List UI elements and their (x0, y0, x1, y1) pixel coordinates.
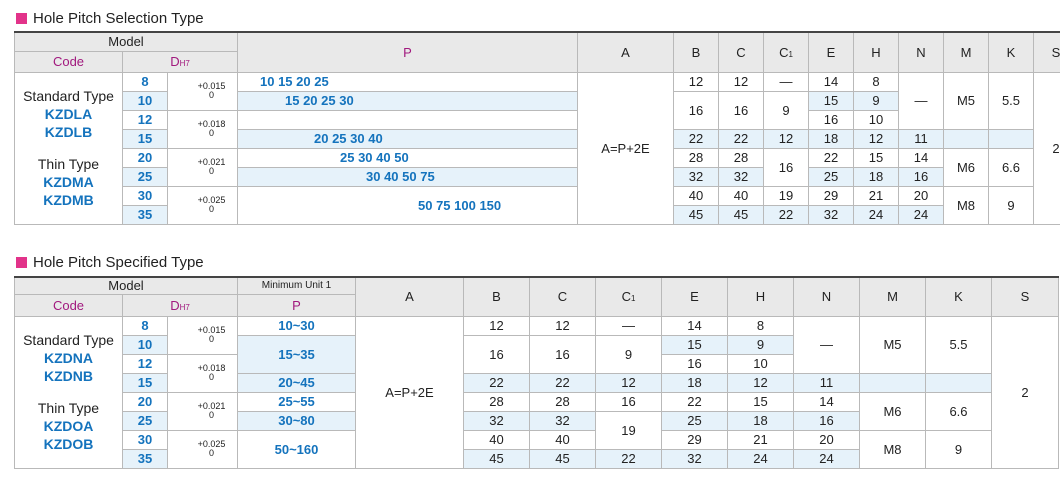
d-value: 12 (123, 110, 168, 129)
tolerance: +0.015 0 (168, 316, 238, 354)
col-c-header: C (530, 277, 596, 316)
d-value: 20 (123, 148, 168, 167)
k-value: 6.6 (926, 392, 992, 430)
model-header: Model (15, 277, 238, 294)
col-m-header: M (944, 32, 989, 72)
n-value: — (899, 72, 944, 129)
h-value: 21 (854, 186, 899, 205)
e-value: 16 (809, 110, 854, 129)
b-value: 16 (674, 91, 719, 129)
c1-value: 19 (764, 186, 809, 205)
tolerance: +0.015 0 (168, 72, 238, 110)
h-value: 12 (728, 373, 794, 392)
n-value: 11 (794, 373, 860, 392)
d-value: 8 (123, 316, 168, 335)
h-value: 21 (728, 430, 794, 449)
col-s-header: S (1034, 32, 1060, 72)
col-a-header: A (578, 32, 674, 72)
b-value: 45 (464, 449, 530, 468)
n-value: 11 (899, 129, 944, 148)
bullet-square-icon (16, 13, 27, 24)
col-c1-header: C1 (764, 32, 809, 72)
col-c-header: C (719, 32, 764, 72)
m-value (860, 373, 926, 392)
thin-code-2: KZDOB (43, 436, 94, 452)
e-value: 25 (662, 411, 728, 430)
c-value: 40 (719, 186, 764, 205)
n-value: 24 (794, 449, 860, 468)
m-value: M6 (944, 148, 989, 186)
h-value: 15 (854, 148, 899, 167)
c-value: 40 (530, 430, 596, 449)
c1-value: 12 (596, 373, 662, 392)
e-value: 14 (662, 316, 728, 335)
std-code-2: KZDLB (44, 124, 93, 140)
tolerance: +0.021 0 (168, 392, 238, 430)
d-value: 12 (123, 354, 168, 373)
h-value: 18 (728, 411, 794, 430)
e-value: 18 (809, 129, 854, 148)
d-value: 35 (123, 449, 168, 468)
col-a-header: A (356, 277, 464, 316)
e-value: 16 (662, 354, 728, 373)
c1-value: 22 (764, 205, 809, 224)
p-range: 10~30 (238, 316, 356, 335)
c-value: 28 (719, 148, 764, 167)
c1-value: 19 (596, 411, 662, 449)
p-values (238, 110, 578, 129)
c1-value: 22 (596, 449, 662, 468)
n-value: 16 (899, 167, 944, 186)
p-range: 50~160 (238, 430, 356, 468)
b-value: 40 (464, 430, 530, 449)
p-values: 15 20 25 30 (238, 91, 578, 110)
c-value: 22 (530, 373, 596, 392)
c-value: 12 (530, 316, 596, 335)
h-value: 10 (854, 110, 899, 129)
tolerance: +0.018 0 (168, 354, 238, 392)
c1-value: 16 (596, 392, 662, 411)
b-value: 40 (674, 186, 719, 205)
c-value: 22 (719, 129, 764, 148)
col-b-header: B (674, 32, 719, 72)
b-value: 28 (674, 148, 719, 167)
d-value: 30 (123, 430, 168, 449)
p-range: 15~35 (238, 335, 356, 373)
d-value: 15 (123, 129, 168, 148)
s-value: 2 (1034, 72, 1060, 224)
c1-value: 16 (764, 148, 809, 186)
h-value: 9 (854, 91, 899, 110)
d-value: 25 (123, 411, 168, 430)
e-value: 14 (809, 72, 854, 91)
col-e-header: E (662, 277, 728, 316)
section1-title: Hole Pitch Selection Type (16, 10, 204, 28)
k-value: 9 (926, 430, 992, 468)
e-value: 29 (662, 430, 728, 449)
h-value: 8 (854, 72, 899, 91)
d-value: 25 (123, 167, 168, 186)
section2-title: Hole Pitch Specified Type (16, 254, 204, 272)
p-values: 10 15 20 25 (238, 72, 578, 91)
d-value: 35 (123, 205, 168, 224)
thin-code-1: KZDMA (43, 174, 94, 190)
h-value: 24 (854, 205, 899, 224)
col-c1-header: C1 (596, 277, 662, 316)
d-value: 15 (123, 373, 168, 392)
col-k-header: K (989, 32, 1034, 72)
e-value: 32 (809, 205, 854, 224)
model-header: Model (15, 32, 238, 51)
k-value (989, 129, 1034, 148)
n-value: 14 (899, 148, 944, 167)
e-value: 22 (662, 392, 728, 411)
d-value: 20 (123, 392, 168, 411)
tolerance: +0.025 0 (168, 186, 238, 224)
h-value: 9 (728, 335, 794, 354)
b-value: 16 (464, 335, 530, 373)
std-code-1: KZDLA (44, 106, 93, 122)
h-value: 18 (854, 167, 899, 186)
c-value: 12 (719, 72, 764, 91)
col-k-header: K (926, 277, 992, 316)
c1-value: — (596, 316, 662, 335)
bullet-square-icon (16, 257, 27, 268)
n-value: 16 (794, 411, 860, 430)
p-values: 30 40 50 75 (238, 167, 578, 186)
tolerance: +0.021 0 (168, 148, 238, 186)
p-values: 25 30 40 50 (238, 148, 578, 167)
m-value: M8 (944, 186, 989, 224)
k-value: 9 (989, 186, 1034, 224)
d-value: 8 (123, 72, 168, 91)
thin-code-2: KZDMB (43, 192, 94, 208)
m-value: M5 (860, 316, 926, 373)
p-range: 25~55 (238, 392, 356, 411)
e-value: 15 (662, 335, 728, 354)
c-value: 45 (719, 205, 764, 224)
n-value: 20 (899, 186, 944, 205)
n-value: 14 (794, 392, 860, 411)
p-header: P (238, 294, 356, 316)
c1-value: 9 (596, 335, 662, 373)
d-value: 10 (123, 335, 168, 354)
b-value: 32 (674, 167, 719, 186)
tolerance: +0.018 0 (168, 110, 238, 148)
b-value: 12 (464, 316, 530, 335)
std-code-1: KZDNA (44, 350, 93, 366)
h-value: 24 (728, 449, 794, 468)
b-value: 28 (464, 392, 530, 411)
col-m-header: M (860, 277, 926, 316)
c1-value: 9 (764, 91, 809, 129)
c-value: 28 (530, 392, 596, 411)
standard-type-label: Standard Type (23, 88, 114, 104)
k-value: 5.5 (926, 316, 992, 373)
h-value: 10 (728, 354, 794, 373)
std-code-2: KZDNB (44, 368, 93, 384)
c-value: 45 (530, 449, 596, 468)
p-range: 20~45 (238, 373, 356, 392)
p-values: 20 25 30 40 (238, 129, 578, 148)
c1-value: 12 (764, 129, 809, 148)
specified-type-table (14, 276, 1059, 469)
c-value: 16 (719, 91, 764, 129)
k-value: 5.5 (989, 72, 1034, 129)
col-n-header: N (794, 277, 860, 316)
selection-type-table (14, 31, 1060, 225)
code-header: Code (15, 294, 123, 316)
m-value (944, 129, 989, 148)
c1-value: — (764, 72, 809, 91)
s-value: 2 (992, 316, 1059, 468)
model-code-cell (15, 72, 123, 224)
col-b-header: B (464, 277, 530, 316)
c-value: 32 (530, 411, 596, 430)
e-value: 22 (809, 148, 854, 167)
d-value: 30 (123, 186, 168, 205)
h-value: 12 (854, 129, 899, 148)
col-s-header: S (992, 277, 1059, 316)
b-value: 22 (464, 373, 530, 392)
col-h-header: H (854, 32, 899, 72)
m-value: M8 (860, 430, 926, 468)
b-value: 22 (674, 129, 719, 148)
a-formula: A=P+2E (356, 316, 464, 468)
col-h-header: H (728, 277, 794, 316)
b-value: 32 (464, 411, 530, 430)
n-value: — (794, 316, 860, 373)
p-header: P (238, 32, 578, 72)
k-value (926, 373, 992, 392)
p-range: 30~80 (238, 411, 356, 430)
tolerance: +0.025 0 (168, 430, 238, 468)
code-header: Code (15, 51, 123, 72)
m-value: M6 (860, 392, 926, 430)
h-value: 8 (728, 316, 794, 335)
thin-code-1: KZDOA (43, 418, 94, 434)
n-value: 24 (899, 205, 944, 224)
min-unit-header: Minimum Unit 1 (238, 277, 356, 294)
col-e-header: E (809, 32, 854, 72)
n-value: 20 (794, 430, 860, 449)
b-value: 12 (674, 72, 719, 91)
thin-type-label: Thin Type (37, 400, 100, 416)
h-value: 15 (728, 392, 794, 411)
standard-type-label: Standard Type (23, 332, 114, 348)
e-value: 18 (662, 373, 728, 392)
e-value: 32 (662, 449, 728, 468)
m-value: M5 (944, 72, 989, 129)
d-value: 10 (123, 91, 168, 110)
a-formula: A=P+2E (578, 72, 674, 224)
d-header: DH7 (123, 51, 238, 72)
e-value: 29 (809, 186, 854, 205)
b-value: 45 (674, 205, 719, 224)
p-values: 50 75 100 150 (238, 186, 578, 224)
c-value: 16 (530, 335, 596, 373)
col-n-header: N (899, 32, 944, 72)
e-value: 15 (809, 91, 854, 110)
model-code-cell (15, 316, 123, 468)
c-value: 32 (719, 167, 764, 186)
thin-type-label: Thin Type (37, 156, 100, 172)
e-value: 25 (809, 167, 854, 186)
d-header: DH7 (123, 294, 238, 316)
k-value: 6.6 (989, 148, 1034, 186)
